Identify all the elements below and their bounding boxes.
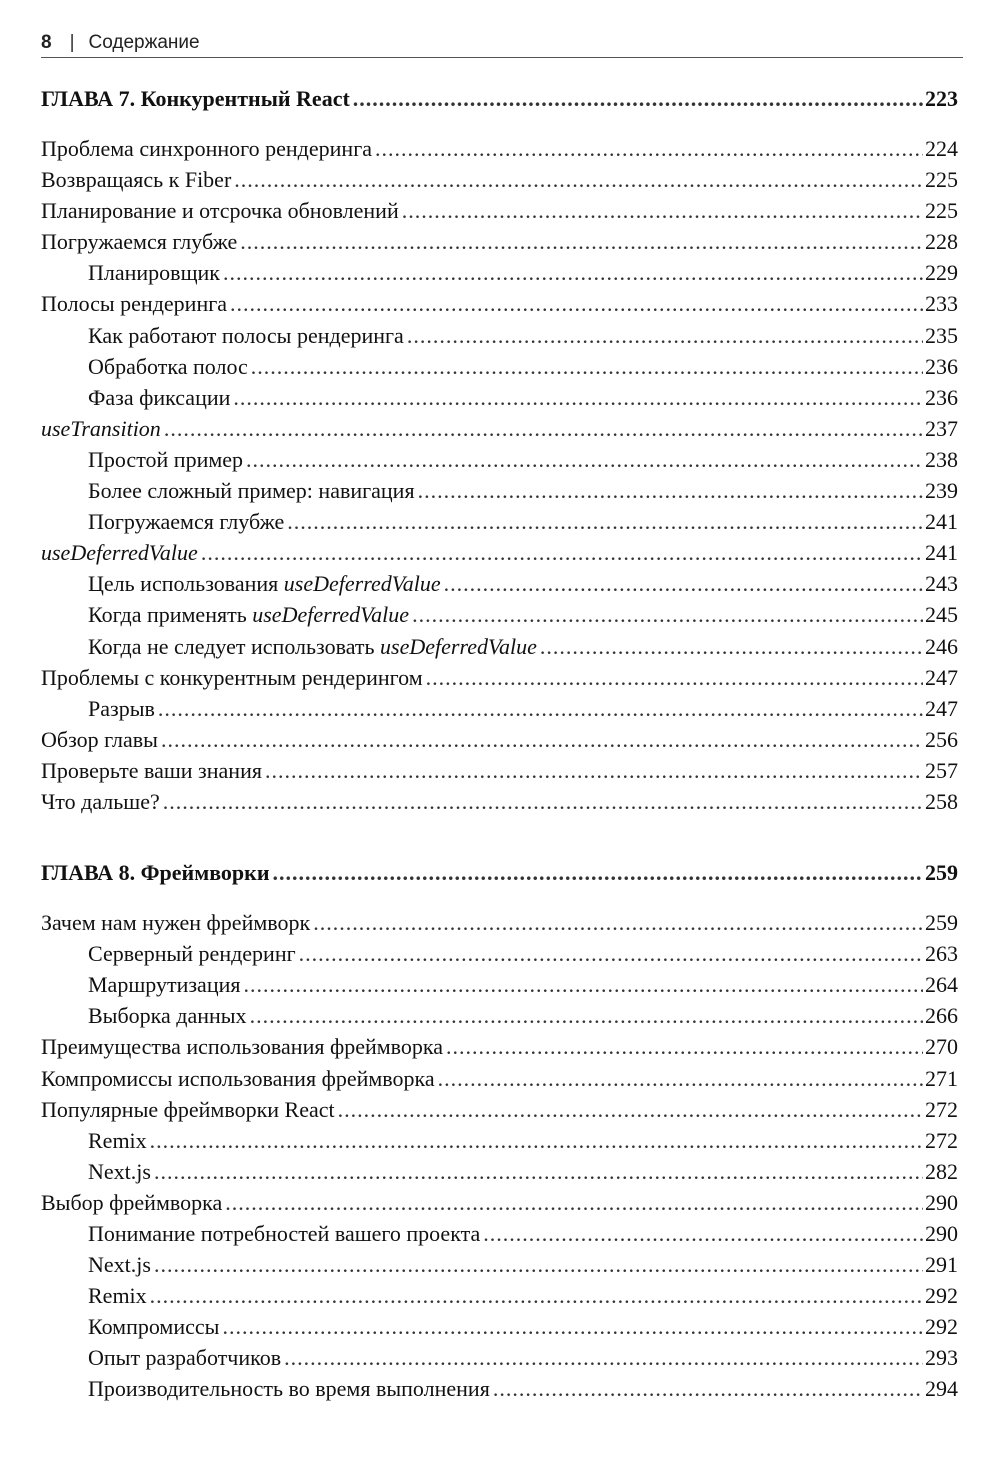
toc-entry-title bbox=[41, 1311, 219, 1342]
toc-entry[interactable] bbox=[41, 693, 958, 724]
dot-leader bbox=[150, 1125, 923, 1156]
toc-entry-code: useDeferredValue bbox=[41, 540, 198, 566]
dot-leader bbox=[426, 662, 923, 693]
chapter-page-number: 223 bbox=[925, 86, 958, 111]
toc-entry-page-number: 272 bbox=[925, 1096, 958, 1122]
toc-entry[interactable] bbox=[41, 1249, 958, 1280]
toc-entry-page-number: 229 bbox=[925, 260, 958, 286]
toc-entry-title bbox=[41, 693, 155, 724]
toc-entry[interactable] bbox=[41, 226, 958, 257]
dot-leader bbox=[161, 724, 923, 755]
dot-leader bbox=[446, 1031, 923, 1062]
toc-entry-text: Remix bbox=[88, 1127, 147, 1153]
toc-entry-page-number: 243 bbox=[925, 571, 958, 597]
dot-leader bbox=[284, 1342, 923, 1373]
dot-leader bbox=[338, 1094, 923, 1125]
toc-entry-text: Выборка данных bbox=[88, 1003, 247, 1029]
toc-entry[interactable] bbox=[41, 568, 958, 599]
toc-entry-text: Погружаемся глубже bbox=[41, 229, 238, 255]
table-of-contents bbox=[41, 83, 958, 1405]
toc-entry[interactable] bbox=[41, 1000, 958, 1031]
chapter-heading[interactable] bbox=[41, 857, 958, 888]
toc-entry-page-number: 236 bbox=[925, 353, 958, 379]
toc-entry[interactable] bbox=[41, 195, 958, 226]
toc-entry[interactable] bbox=[41, 662, 958, 693]
toc-entry-title bbox=[41, 444, 243, 475]
toc-entry-page-number: 224 bbox=[925, 136, 958, 161]
toc-entry-text: Фаза фиксации bbox=[88, 384, 231, 410]
toc-entry-text: Как работают полосы рендеринга bbox=[88, 322, 404, 348]
dot-leader bbox=[164, 413, 923, 444]
dot-leader bbox=[163, 786, 923, 817]
chapter-title: ГЛАВА 8. Фреймворки bbox=[41, 860, 270, 886]
toc-entry[interactable] bbox=[41, 1125, 958, 1156]
toc-entry-page-number: 264 bbox=[925, 972, 958, 998]
dot-leader bbox=[313, 907, 923, 938]
toc-entry[interactable] bbox=[41, 320, 958, 351]
toc-entry-page-number: 294 bbox=[925, 1376, 958, 1402]
toc-entry-page-number: 238 bbox=[925, 446, 958, 472]
toc-entry-title bbox=[41, 226, 237, 257]
toc-entry[interactable] bbox=[41, 1187, 958, 1218]
dot-leader bbox=[418, 475, 923, 506]
toc-entry-text: Опыт разработчиков bbox=[88, 1345, 282, 1371]
toc-entry-text: Производительность во время выполнения bbox=[88, 1376, 490, 1402]
toc-entry-text: Маршрутизация bbox=[88, 972, 241, 998]
toc-entry-text: Next.js bbox=[88, 1252, 151, 1278]
toc-entry[interactable] bbox=[41, 382, 958, 413]
toc-entry-text: Зачем нам нужен фреймворк bbox=[41, 910, 311, 936]
page-number: 8 bbox=[41, 32, 52, 53]
toc-entry-page-number: 256 bbox=[925, 726, 958, 752]
chapter-title: ГЛАВА 7. Конкурентный React bbox=[41, 86, 350, 111]
toc-entry-text: Выбор фреймворка bbox=[41, 1189, 223, 1215]
toc-entry[interactable] bbox=[41, 786, 958, 817]
toc-entry-title bbox=[41, 413, 161, 444]
toc-entry-title bbox=[41, 164, 231, 195]
toc-entry[interactable] bbox=[41, 413, 958, 444]
toc-entry-page-number: 241 bbox=[925, 540, 958, 566]
toc-entry[interactable] bbox=[41, 1156, 958, 1187]
toc-entry-text: Понимание потребностей вашего проекта bbox=[88, 1221, 481, 1246]
toc-entry-page-number: 290 bbox=[925, 1189, 958, 1215]
dot-leader bbox=[273, 857, 923, 888]
toc-entry-page-number: 225 bbox=[925, 167, 958, 193]
dot-leader bbox=[299, 938, 923, 969]
toc-entry-title bbox=[41, 755, 262, 786]
toc-entry[interactable] bbox=[41, 1218, 958, 1249]
toc-entry-page-number: 263 bbox=[925, 941, 958, 967]
toc-entry-title bbox=[41, 631, 537, 662]
toc-entry-text: Когда не следует использовать bbox=[88, 633, 381, 659]
toc-entry-page-number: 241 bbox=[925, 509, 958, 535]
toc-entry-title bbox=[41, 568, 441, 599]
chapter-page-number: 259 bbox=[925, 860, 958, 886]
toc-entry-title bbox=[41, 257, 220, 288]
toc-entry[interactable] bbox=[41, 1342, 958, 1373]
toc-entry[interactable] bbox=[41, 164, 958, 195]
toc-entry-title bbox=[41, 1156, 151, 1187]
toc-entry-page-number: 235 bbox=[925, 322, 958, 348]
toc-entry-text: Что дальше? bbox=[41, 788, 160, 814]
dot-leader bbox=[483, 1218, 923, 1249]
toc-entry[interactable] bbox=[41, 351, 958, 382]
dot-leader bbox=[201, 537, 923, 568]
toc-entry-title bbox=[41, 1280, 147, 1311]
toc-entry[interactable] bbox=[41, 969, 958, 1000]
toc-entry-code: useTransition bbox=[41, 415, 161, 441]
toc-entry-title bbox=[41, 1218, 480, 1249]
toc-entry[interactable] bbox=[41, 1094, 958, 1125]
dot-leader bbox=[375, 133, 923, 164]
toc-entry-page-number: 282 bbox=[925, 1158, 958, 1184]
dot-leader bbox=[222, 1311, 923, 1342]
toc-entry-title bbox=[41, 133, 372, 164]
toc-entry[interactable] bbox=[41, 475, 958, 506]
toc-entry-page-number: 266 bbox=[925, 1003, 958, 1029]
toc-entry-page-number: 292 bbox=[925, 1314, 958, 1340]
toc-entry[interactable] bbox=[41, 907, 958, 938]
toc-entry-text: Серверный рендеринг bbox=[88, 941, 296, 967]
toc-entry-page-number: 246 bbox=[925, 633, 958, 659]
dot-leader bbox=[150, 1280, 923, 1311]
section-title: Содержание bbox=[88, 32, 200, 53]
toc-entry-title bbox=[41, 537, 198, 568]
toc-entry-title bbox=[41, 1063, 435, 1094]
dot-leader bbox=[225, 1187, 923, 1218]
dot-leader bbox=[233, 382, 923, 413]
toc-entry-title bbox=[41, 599, 409, 630]
toc-entry[interactable] bbox=[41, 1063, 958, 1094]
dot-leader bbox=[265, 755, 923, 786]
toc-entry-title bbox=[41, 786, 160, 817]
dot-leader bbox=[244, 969, 924, 1000]
dot-leader bbox=[223, 257, 923, 288]
toc-entry-page-number: 290 bbox=[925, 1221, 958, 1246]
toc-entry-text: Remix bbox=[88, 1283, 147, 1309]
toc-entry-text: Планировщик bbox=[88, 260, 220, 286]
toc-entry[interactable] bbox=[41, 755, 958, 786]
dot-leader bbox=[251, 351, 923, 382]
toc-entry-text: Проблемы с конкурентным рендерингом bbox=[41, 664, 423, 690]
toc-entry-title bbox=[41, 907, 310, 938]
toc-entry-page-number: 258 bbox=[925, 788, 958, 814]
toc-entry-title bbox=[41, 1031, 443, 1062]
toc-entry-page-number: 292 bbox=[925, 1283, 958, 1309]
toc-entry-title bbox=[41, 382, 230, 413]
dot-leader bbox=[407, 320, 923, 351]
dot-leader bbox=[250, 1000, 923, 1031]
dot-leader bbox=[444, 568, 923, 599]
dot-leader bbox=[240, 226, 923, 257]
toc-entry[interactable] bbox=[41, 631, 958, 662]
toc-entry-page-number: 271 bbox=[925, 1065, 958, 1091]
toc-entry-title bbox=[41, 969, 241, 1000]
toc-entry-page-number: 272 bbox=[925, 1127, 958, 1153]
toc-entry-text: Next.js bbox=[88, 1158, 151, 1184]
toc-entry[interactable] bbox=[41, 506, 958, 537]
toc-entry-text: Преимущества использования фреймворка bbox=[41, 1034, 444, 1060]
toc-entry-text: Обзор главы bbox=[41, 726, 158, 752]
toc-entries bbox=[41, 907, 958, 1405]
toc-entry[interactable] bbox=[41, 1373, 958, 1404]
toc-entry-text: Планирование и отсрочка обновлений bbox=[41, 198, 399, 224]
toc-entry-title bbox=[41, 195, 399, 226]
toc-entry-page-number: 291 bbox=[925, 1252, 958, 1278]
toc-entry-title bbox=[41, 662, 423, 693]
toc-entry-title bbox=[41, 475, 415, 506]
toc-entry-title bbox=[41, 351, 248, 382]
toc-entry-page-number: 239 bbox=[925, 478, 958, 504]
chapter-section bbox=[41, 83, 958, 817]
toc-entry-text: Компромиссы bbox=[88, 1314, 220, 1340]
toc-entry-text: Полосы рендеринга bbox=[41, 291, 228, 317]
dot-leader bbox=[493, 1373, 923, 1404]
toc-entry-text: Цель использования bbox=[88, 571, 284, 597]
toc-entry-text: Простой пример bbox=[88, 446, 244, 472]
toc-entry-page-number: 259 bbox=[925, 910, 958, 936]
toc-entry-code: useDeferredValue bbox=[252, 602, 410, 628]
toc-entry[interactable] bbox=[41, 1031, 958, 1062]
toc-entry-title bbox=[41, 506, 284, 537]
dot-leader bbox=[246, 444, 923, 475]
dot-leader bbox=[158, 693, 923, 724]
dot-leader bbox=[230, 288, 923, 319]
toc-entry[interactable] bbox=[41, 537, 958, 568]
toc-entry-title bbox=[41, 1342, 281, 1373]
dot-leader bbox=[412, 599, 923, 630]
dot-leader bbox=[540, 631, 923, 662]
toc-entry-title bbox=[41, 1187, 222, 1218]
toc-entry-text: Компромиссы использования фреймворка bbox=[41, 1065, 435, 1091]
toc-entry-text: Разрыв bbox=[88, 695, 155, 721]
dot-leader bbox=[287, 506, 923, 537]
toc-entry-page-number: 257 bbox=[925, 757, 958, 783]
toc-entry-page-number: 293 bbox=[925, 1345, 958, 1371]
dot-leader bbox=[353, 83, 923, 114]
toc-entry-page-number: 247 bbox=[925, 664, 958, 690]
dot-leader bbox=[402, 195, 923, 226]
toc-entry[interactable] bbox=[41, 938, 958, 969]
toc-entry-page-number: 233 bbox=[925, 291, 958, 317]
toc-entry-title bbox=[41, 1373, 490, 1404]
toc-entry[interactable] bbox=[41, 257, 958, 288]
toc-entry-title bbox=[41, 1094, 335, 1125]
dot-leader bbox=[154, 1249, 923, 1280]
toc-entry[interactable] bbox=[41, 288, 958, 319]
toc-entry-page-number: 245 bbox=[925, 602, 958, 628]
toc-entry-page-number: 237 bbox=[925, 415, 958, 441]
toc-entry-text: Более сложный пример: навигация bbox=[88, 478, 415, 504]
page-header bbox=[41, 30, 963, 58]
dot-leader bbox=[154, 1156, 923, 1187]
toc-entry-title bbox=[41, 320, 404, 351]
header-separator: | bbox=[69, 32, 75, 53]
toc-entry-title bbox=[41, 1000, 247, 1031]
toc-entry-page-number: 236 bbox=[925, 384, 958, 410]
toc-entry-code: useDeferredValue bbox=[283, 571, 441, 597]
toc-entry-title bbox=[41, 1249, 151, 1280]
toc-entry[interactable] bbox=[41, 599, 958, 630]
toc-entry-code: useDeferredValue bbox=[380, 633, 537, 659]
toc-entry[interactable] bbox=[41, 133, 958, 164]
toc-entries bbox=[41, 133, 958, 817]
toc-entry-text: Когда применять bbox=[88, 602, 253, 628]
toc-entry-title bbox=[41, 724, 158, 755]
toc-entry[interactable] bbox=[41, 1280, 958, 1311]
toc-entry[interactable] bbox=[41, 444, 958, 475]
toc-entry-page-number: 247 bbox=[925, 695, 958, 721]
toc-entry-title bbox=[41, 1125, 147, 1156]
toc-entry-text: Обработка полос bbox=[88, 353, 248, 379]
toc-entry[interactable] bbox=[41, 724, 958, 755]
chapter-section bbox=[41, 857, 958, 1405]
toc-entry-text: Проверьте ваши знания bbox=[41, 757, 262, 783]
dot-leader bbox=[438, 1063, 923, 1094]
toc-entry[interactable] bbox=[41, 1311, 958, 1342]
toc-entry-title bbox=[41, 288, 227, 319]
toc-entry-page-number: 225 bbox=[925, 198, 958, 224]
toc-entry-text: Возвращаясь к Fiber bbox=[41, 167, 232, 193]
dot-leader bbox=[234, 164, 923, 195]
chapter-heading[interactable] bbox=[41, 83, 958, 114]
toc-entry-page-number: 228 bbox=[925, 229, 958, 255]
toc-entry-page-number: 270 bbox=[925, 1034, 958, 1060]
toc-entry-title bbox=[41, 938, 296, 969]
toc-entry-text: Погружаемся глубже bbox=[88, 509, 285, 535]
toc-entry-text: Проблема синхронного рендеринга bbox=[41, 136, 372, 161]
toc-entry-text: Популярные фреймворки React bbox=[41, 1096, 335, 1122]
